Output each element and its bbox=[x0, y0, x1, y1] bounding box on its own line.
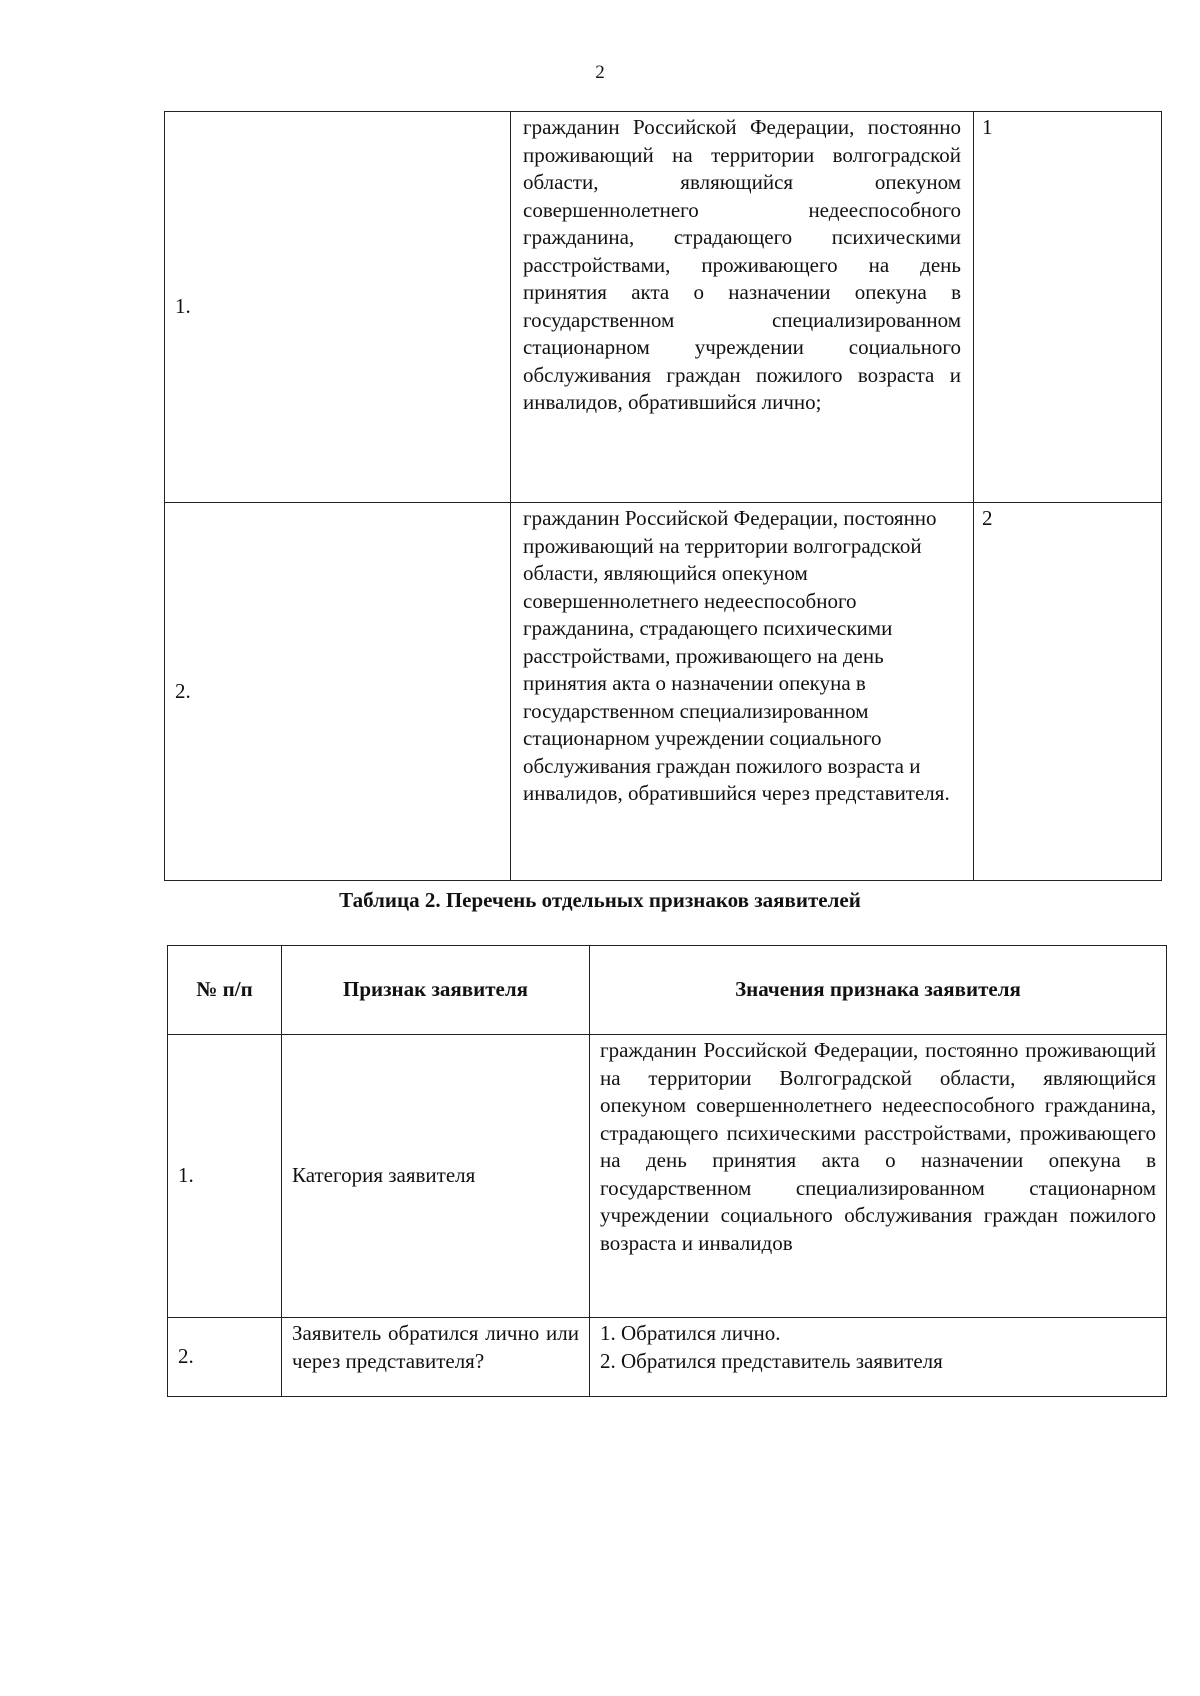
row-attribute: Заявитель обратился лично или через представителя? bbox=[282, 1318, 590, 1397]
table-title: Таблица 2. Перечень отдельных признаков заявителей bbox=[339, 888, 861, 912]
applicant-variants-table bbox=[164, 111, 1162, 881]
row-code: 1 bbox=[974, 112, 1162, 503]
option-representative: 2. Обратился представитель заявителя bbox=[600, 1348, 943, 1373]
table-header-row bbox=[168, 946, 1167, 1035]
column-header-number: № п/п bbox=[168, 946, 282, 1035]
row-value: гражданин Российской Федерации, постоянно проживающий на территории Волгоградской области, являющийся опекуном совершеннолетнего недееспособного гражданина, страдающего психическими расстройствами, проживающего на день принятия акта о назначении опекуна в государственном специализированном стационарном учреждении социального обслуживания граждан пожилого возраста и инвалидов bbox=[590, 1035, 1167, 1318]
row-number: 2. bbox=[168, 1318, 282, 1397]
applicant-attributes-table bbox=[167, 945, 1167, 1397]
page-number: 2 bbox=[595, 62, 605, 83]
row-code: 2 bbox=[974, 503, 1162, 881]
table-row bbox=[168, 1035, 1167, 1318]
row-number: 1. bbox=[168, 1035, 282, 1318]
row-description: гражданин Российской Федерации, постоянно проживающий на территории волгоградской области, являющийся опекуном совершеннолетнего недееспособного гражданина, страдающего психическими расстройствами, проживающего на день принятия акта о назначении опекуна в государственном специализированном стационарном учреждении социального обслуживания граждан пожилого возраста и инвалидов, обратившийся лично; bbox=[511, 112, 974, 503]
column-header-attribute: Признак заявителя bbox=[282, 946, 590, 1035]
row-attribute: Категория заявителя bbox=[282, 1035, 590, 1318]
row-description: гражданин Российской Федерации, постоянно проживающий на территории волгоградской области, являющийся опекуном совершеннолетнего недееспособного гражданина, страдающего психическими расстройствами, проживающего на день принятия акта о назначении опекуна в государственном специализированном стационарном учреждении социального обслуживания граждан пожилого возраста и инвалидов, обратившийся через представителя. bbox=[511, 503, 974, 881]
row-number: 2. bbox=[165, 503, 511, 881]
row-options bbox=[590, 1318, 1167, 1397]
column-header-values: Значения признака заявителя bbox=[590, 946, 1167, 1035]
option-in-person: 1. Обратился лично. bbox=[600, 1321, 781, 1345]
row-number: 1. bbox=[165, 112, 511, 503]
table-row bbox=[168, 1318, 1167, 1397]
table-row bbox=[165, 112, 1162, 503]
table-row bbox=[165, 503, 1162, 881]
